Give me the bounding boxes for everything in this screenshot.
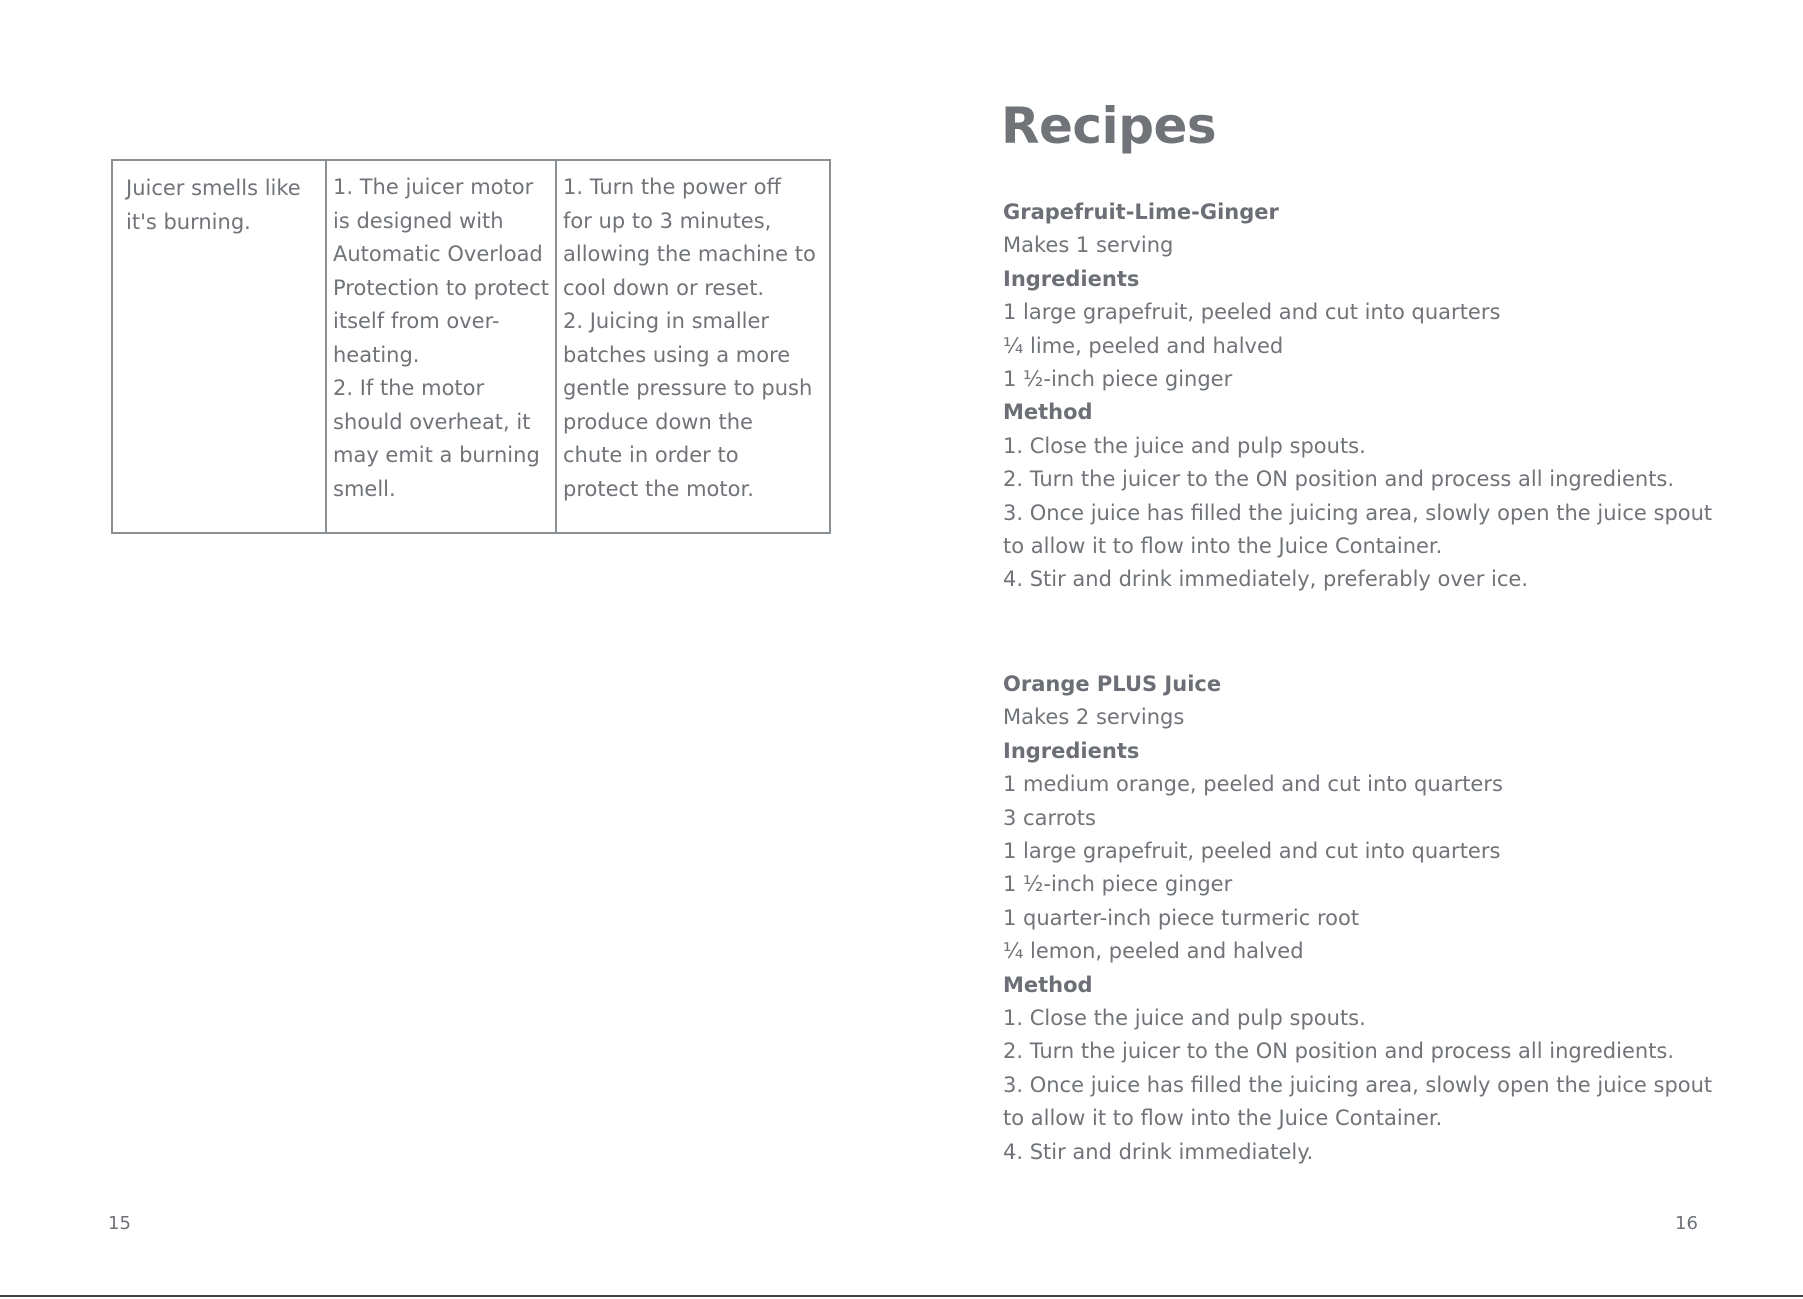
method-step: 4. Stir and drink immediately. [1003,1139,1314,1164]
cause-line: Automatic Overload [333,242,543,266]
bottom-divider [0,1295,1803,1297]
method-step: 1. Close the juice and pulp spouts. [1003,1006,1366,1031]
ingredient-item: 1 large grapefruit, peeled and cut into quarters [1003,839,1501,864]
method-step: 4. Stir and drink immediately, preferably over ice. [1003,567,1528,592]
ingredients-heading: Ingredients [1003,738,1140,763]
cause-line: heating. [333,342,420,367]
method-step: to allow it to flow into the Juice Container. [1003,1106,1443,1131]
solution-line: chute in order to [563,443,739,467]
ingredient-item: ¼ lime, peeled and halved [1003,333,1284,358]
solution-cell [556,160,830,533]
table-row [112,160,830,533]
cause-line: may emit a burning [333,443,540,467]
recipe-name: Orange PLUS Juice [1003,672,1222,696]
cause-line: smell. [333,476,396,501]
cause-line: is designed with [333,208,504,233]
ingredient-item: 1 quarter-inch piece turmeric root [1003,905,1360,930]
recipe-name: Grapefruit-Lime-Ginger [1003,200,1279,224]
cause-line: itself from over- [333,309,500,333]
recipe-servings: Makes 2 servings [1003,705,1185,730]
troubleshooting-table [111,159,831,534]
page-title: Recipes [1001,97,1217,155]
problem-line: it's burning. [126,209,251,234]
method-step: to allow it to flow into the Juice Container. [1003,534,1443,559]
ingredients-heading: Ingredients [1003,266,1140,291]
page-number-right: 16 [1675,1213,1698,1234]
solution-line: allowing the machine to [563,242,816,266]
recipe-orange-plus-juice [1003,668,1763,1169]
ingredient-item: 1 medium orange, peeled and cut into quarters [1003,772,1503,797]
solution-line: 2. Juicing in smaller [563,309,770,333]
solution-line: for up to 3 minutes, [563,208,772,233]
page-number-left: 15 [108,1213,131,1234]
cause-line: 1. The juicer motor [333,175,534,199]
ingredient-item: 1 ½-inch piece ginger [1003,367,1233,392]
method-step: 1. Close the juice and pulp spouts. [1003,433,1366,458]
left-page [0,0,900,1299]
cause-line: 2. If the motor [333,376,485,400]
method-step: 3. Once juice has filled the juicing area, slowly open the juice spout [1003,1072,1713,1097]
cause-cell [326,160,556,533]
solution-line: cool down or reset. [563,275,765,300]
ingredient-item: 1 ½-inch piece ginger [1003,872,1233,897]
ingredient-item: 3 carrots [1003,805,1096,830]
recipe-servings: Makes 1 serving [1003,233,1174,258]
solution-line: protect the motor. [563,476,754,501]
method-step: 2. Turn the juicer to the ON position and process all ingredients. [1003,467,1675,492]
solution-line: batches using a more [563,342,791,367]
method-heading: Method [1003,400,1093,425]
solution-line: produce down the [563,409,753,434]
solution-line: gentle pressure to push [563,376,813,400]
recipe-grapefruit-lime-ginger [1003,196,1763,597]
cause-line: should overheat, it [333,409,531,434]
method-heading: Method [1003,972,1093,997]
ingredient-item: ¼ lemon, peeled and halved [1003,939,1304,964]
problem-line: Juicer smells like [126,176,301,200]
problem-cell [112,160,326,533]
method-step: 2. Turn the juicer to the ON position and process all ingredients. [1003,1039,1675,1064]
ingredient-item: 1 large grapefruit, peeled and cut into quarters [1003,300,1501,325]
cause-line: Protection to protect [333,275,549,300]
method-step: 3. Once juice has filled the juicing area, slowly open the juice spout [1003,500,1713,525]
solution-line: 1. Turn the power off [563,175,781,199]
